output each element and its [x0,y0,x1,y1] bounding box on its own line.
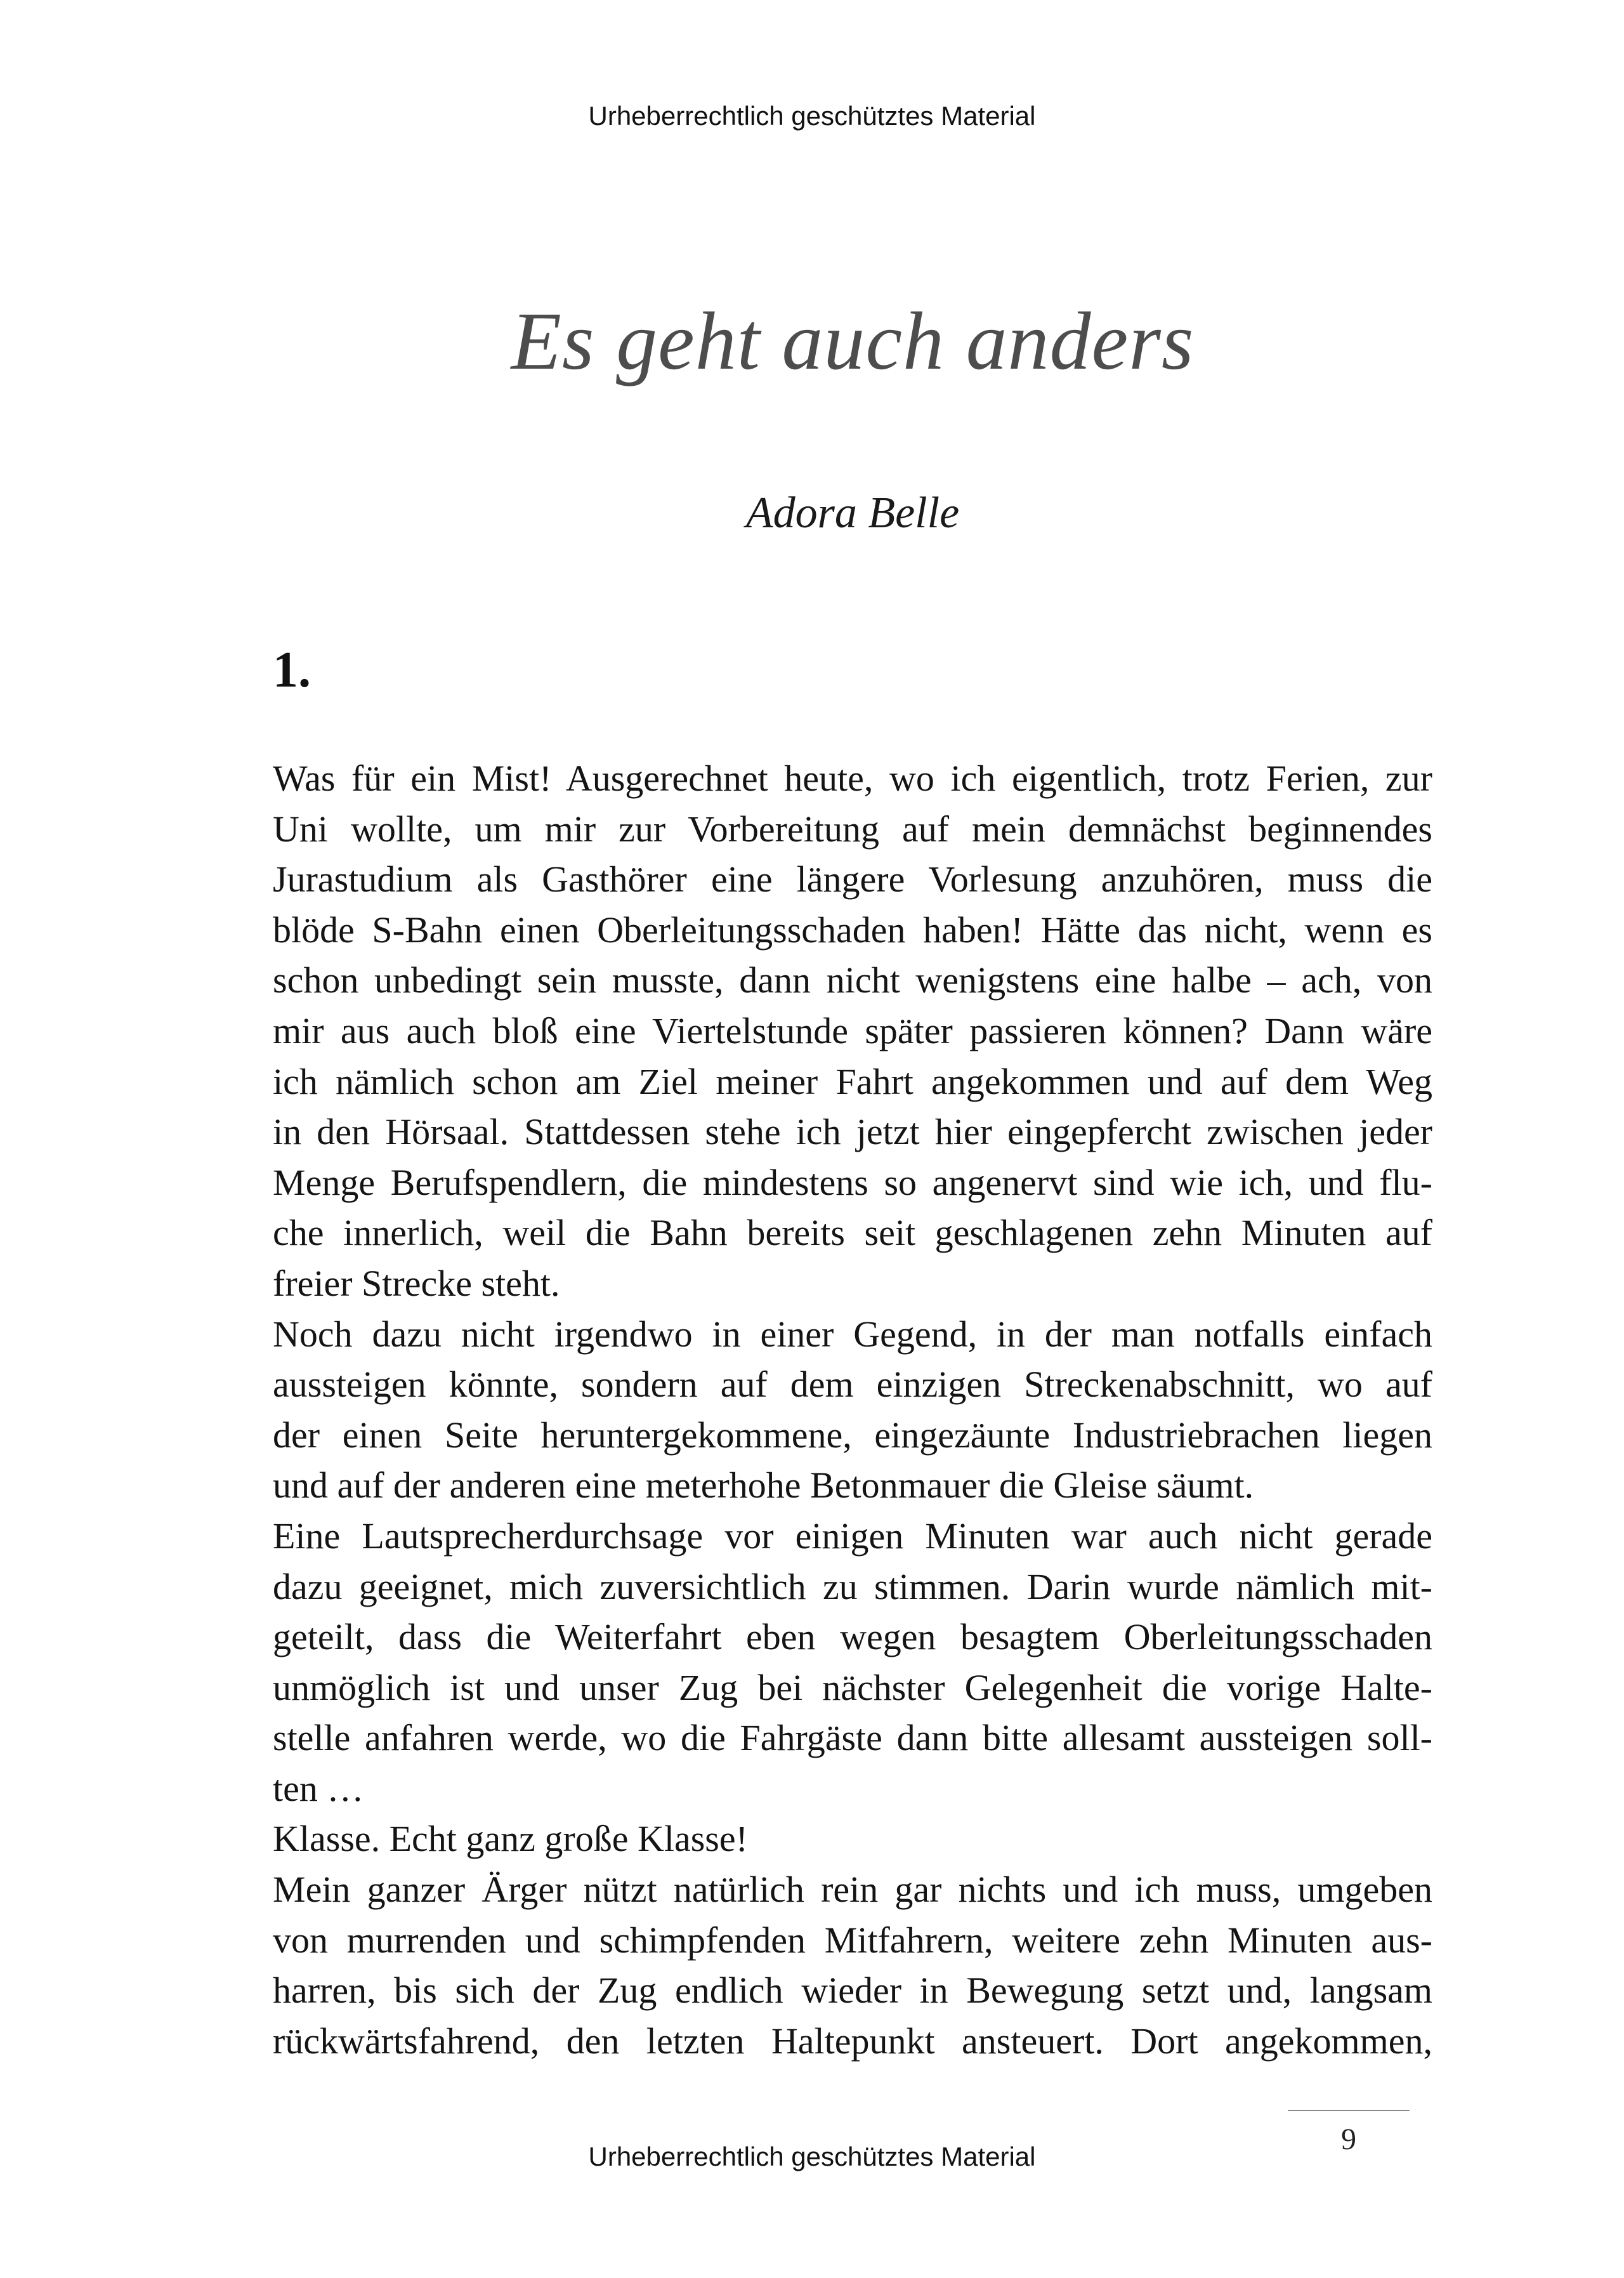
paragraph [273,1864,1432,2066]
text-line: von murrenden und schimpfenden Mitfahrern, weitere zehn Minuten aus- [273,1919,1432,1961]
text-line: harren, bis sich der Zug endlich wieder in Bewegung setzt und, langsam [273,1970,1432,2011]
text-line: in den Hörsaal. Stattdessen stehe ich jetzt hier eingepfercht zwischen jeder [273,1111,1432,1153]
text-line: freier Strecke steht. [273,1262,560,1304]
text-line: Mein ganzer Ärger nützt natürlich rein gar nichts und ich muss, umgeben [273,1869,1432,1911]
text-line: schon unbedingt sein musste, dann nicht wenigstens eine halbe – ach, von [273,959,1432,1001]
text-line: Uni wollte, um mir zur Vorbereitung auf mein demnächst beginnendes [273,808,1432,850]
text-line: ich nämlich schon am Ziel meiner Fahrt angekommen und auf dem Weg [273,1060,1432,1102]
text-line: stelle anfahren werde, wo die Fahrgäste dann bitte allesamt aussteigen soll- [273,1717,1432,1759]
text-line: Klasse. Echt ganz große Klasse! [273,1818,748,1860]
author-name: Adora Belle [745,489,960,537]
text-line: Eine Lautsprecherdurchsage vor einigen Minuten war auch nicht gerade [273,1515,1432,1557]
text-line: unmöglich ist und unser Zug bei nächster Gelegenheit die vorige Halte- [273,1666,1432,1708]
text-line: Was für ein Mist! Ausgerechnet heute, wo ich eigentlich, trotz Ferien, zur [273,758,1432,799]
paragraph [273,1814,1432,1864]
story-body [273,753,1432,2066]
text-line: mir aus auch bloß eine Viertelstunde später passieren können? Dann wäre [273,1010,1432,1051]
copyright-watermark-top: Urheberrechtlich geschütztes Material [588,101,1036,131]
page-number: 9 [1341,2123,1356,2156]
text-line: ten … [273,1767,364,1809]
text-line: Menge Berufspendlern, die mindestens so angenervt sind wie ich, und flu- [273,1161,1432,1203]
paragraph [273,753,1432,1309]
text-line: rückwärtsfahrend, den letzten Haltepunkt ansteuert. Dort angekommen, [273,2020,1432,2062]
text-line: aussteigen könnte, sondern auf dem einzigen Streckenabschnitt, wo auf [273,1364,1432,1406]
copyright-watermark-bottom: Urheberrechtlich geschütztes Material [588,2142,1036,2171]
text-line: geteilt, dass die Weiterfahrt eben wegen besagtem Oberleitungsschaden [273,1616,1432,1658]
text-line: Noch dazu nicht irgendwo in einer Gegend, in der man notfalls einfach [273,1313,1432,1355]
paragraph [273,1511,1432,1814]
text-line: che innerlich, weil die Bahn bereits seit geschlagenen zehn Minuten auf [273,1212,1432,1254]
text-line: blöde S-Bahn einen Oberleitungsschaden haben! Hätte das nicht, wenn es [273,909,1432,951]
text-line: der einen Seite heruntergekommene, eingezäunte Industriebrachen liegen [273,1414,1432,1456]
text-line: Jurastudium als Gasthörer eine längere Vorlesung anzuhören, muss die [273,859,1432,900]
text-line: und auf der anderen eine meterhohe Betonmauer die Gleise säumt. [273,1465,1254,1506]
footer-divider [1288,2110,1410,2111]
paragraph [273,1309,1432,1511]
text-line: dazu geeignet, mich zuversichtlich zu stimmen. Darin wurde nämlich mit- [273,1565,1432,1607]
story-title: Es geht auch anders [511,296,1195,387]
chapter-number: 1. [273,642,311,698]
